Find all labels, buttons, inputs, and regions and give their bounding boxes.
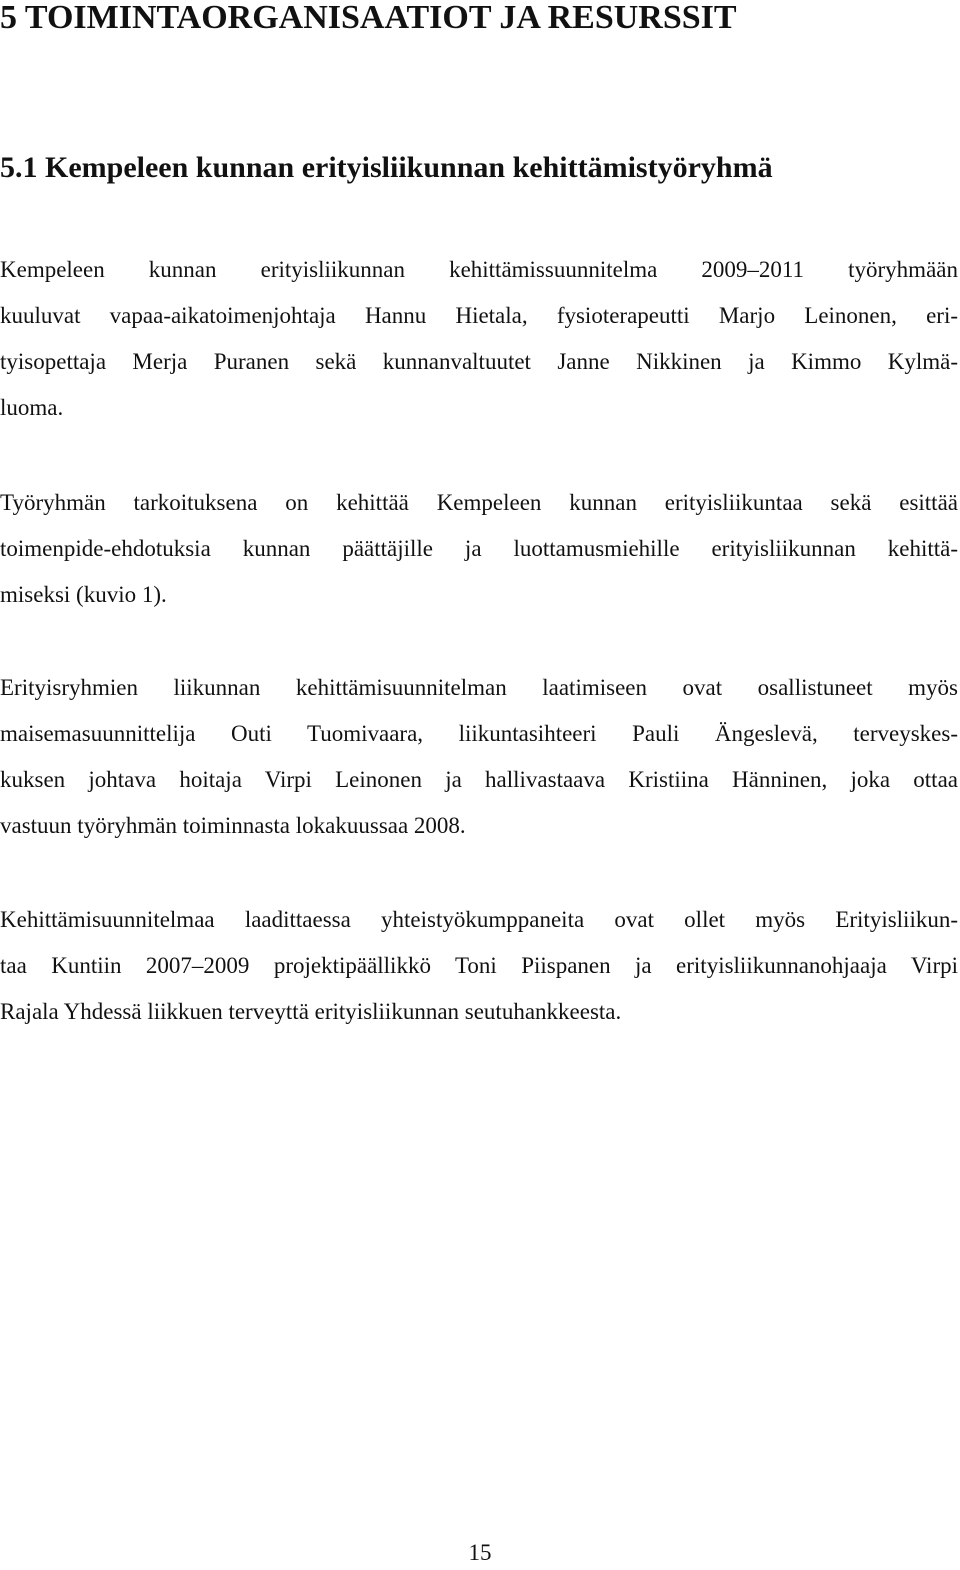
paragraph-working-group-purpose (0, 480, 958, 618)
paragraph-plan-participants (0, 665, 958, 849)
paragraph-working-group-members (0, 247, 958, 431)
paragraph-line: miseksi (kuvio 1). (0, 582, 167, 607)
paragraph-line: Erityisryhmien liikunnan kehittämisuunnitelman laatimiseen ovat osallistuneet myös (0, 675, 958, 700)
paragraph-line: toimenpide-ehdotuksia kunnan päättäjille ja luottamusmiehille erityisliikunnan kehittä- (0, 536, 958, 561)
paragraph-line: tyisopettaja Merja Puranen sekä kunnanvaltuutet Janne Nikkinen ja Kimmo Kylmä- (0, 349, 958, 374)
paragraph-line: kuksen johtava hoitaja Virpi Leinonen ja hallivastaava Kristiina Hänninen, joka ottaa (0, 767, 958, 792)
paragraph-line: luoma. (0, 395, 64, 420)
section-heading: 5.1 Kempeleen kunnan erityisliikunnan kehittämistyöryhmä (0, 151, 773, 184)
paragraph-cooperation-partners (0, 897, 958, 1035)
paragraph-line: Kempeleen kunnan erityisliikunnan kehittämissuunnitelma 2009–2011 työryhmään (0, 257, 958, 282)
page-number-text: 15 (468, 1540, 492, 1565)
paragraph-line: Rajala Yhdessä liikkuen terveyttä erityisliikunnan seutuhankkeesta. (0, 999, 622, 1024)
page-number (0, 1540, 960, 1566)
paragraph-line: Työryhmän tarkoituksena on kehittää Kempeleen kunnan erityisliikuntaa sekä esittää (0, 490, 958, 515)
paragraph-line: kuuluvat vapaa-aikatoimenjohtaja Hannu Hietala, fysioterapeutti Marjo Leinonen, eri- (0, 303, 958, 328)
paragraph-line: Kehittämisuunnitelmaa laadittaessa yhteistyökumppaneita ovat ollet myös Erityisliikun- (0, 907, 958, 932)
chapter-heading: 5 TOIMINTAORGANISAATIOT JA RESURSSIT (0, 0, 737, 36)
paragraph-line: vastuun työryhmän toiminnasta lokakuussaa 2008. (0, 813, 466, 838)
paragraph-line: taa Kuntiin 2007–2009 projektipäällikkö Toni Piispanen ja erityisliikunnanohjaaja Virpi (0, 953, 958, 978)
paragraph-line: maisemasuunnittelija Outi Tuomivaara, liikuntasihteeri Pauli Ängeslevä, terveyskes- (0, 721, 958, 746)
